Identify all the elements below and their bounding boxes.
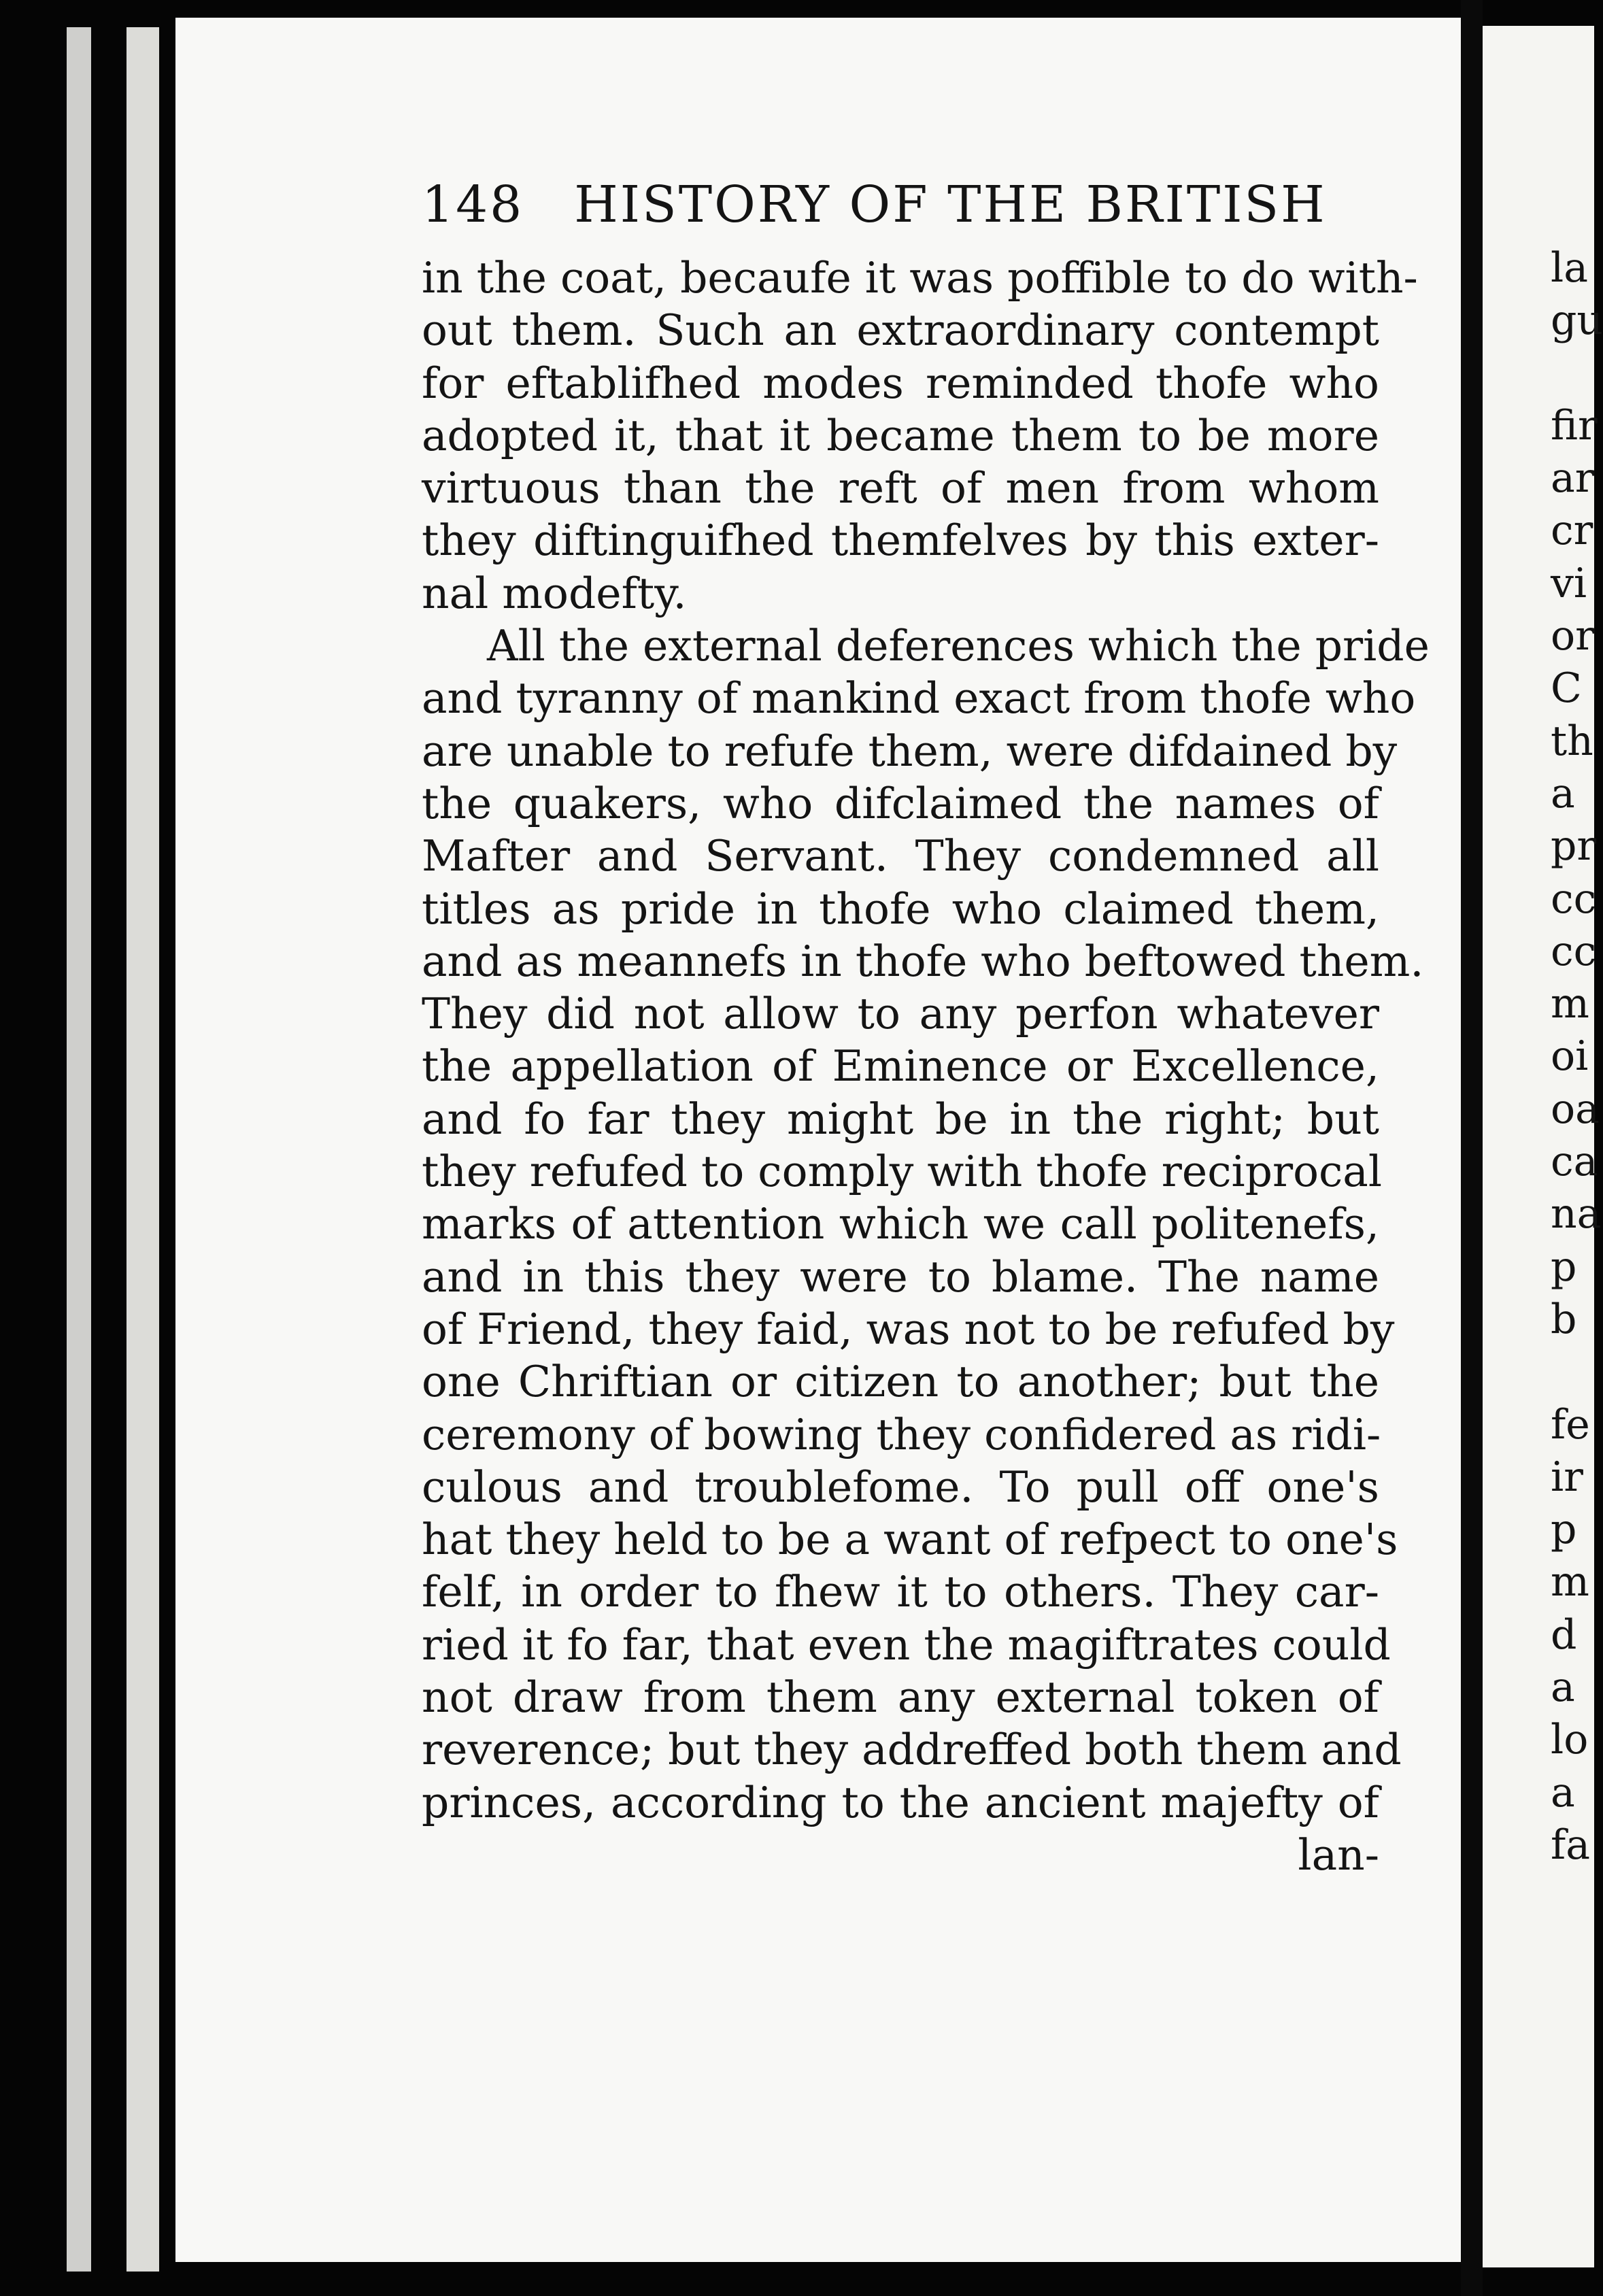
facing-line-fragment: cc xyxy=(1551,875,1597,923)
facing-line-fragment: oi xyxy=(1551,1032,1589,1081)
text-line: Mafter and Servant. They condemned all xyxy=(422,831,1379,881)
facing-line-fragment: a xyxy=(1551,1664,1575,1712)
facing-line-fragment: oa xyxy=(1551,1085,1600,1133)
text-line: out them. Such an extraordinary contempt xyxy=(422,305,1379,356)
text-line: ried it fo far, that even the magiftrates could xyxy=(422,1619,1391,1670)
facing-line-fragment: fe xyxy=(1551,1400,1590,1449)
facing-line-fragment: cr xyxy=(1551,507,1593,555)
text-line: marks of attention which we call politenefs, xyxy=(422,1199,1379,1249)
text-line: reverence; but they addreffed both them and xyxy=(422,1725,1402,1775)
catchword: lan- xyxy=(1298,1829,1379,1880)
text-line: are unable to refufe them, were difdained by xyxy=(422,726,1398,776)
text-line: All the external deferences which the pride xyxy=(487,621,1430,671)
facing-line-fragment xyxy=(1551,348,1594,400)
facing-line-fragment: la xyxy=(1551,244,1588,292)
text-line: they refufed to comply with thofe reciprocal xyxy=(422,1147,1382,1197)
facing-line-fragment: ir xyxy=(1551,1453,1583,1501)
facing-line-fragment: p xyxy=(1551,1243,1577,1291)
spine-gutter xyxy=(1461,0,1483,2296)
facing-line-fragment: vi xyxy=(1551,559,1587,607)
running-head xyxy=(422,175,1379,252)
facing-line-fragment: a xyxy=(1551,769,1575,817)
body-paragraphs xyxy=(422,252,1430,1829)
facing-line-fragment: ar xyxy=(1551,454,1595,503)
facing-line-fragment: C xyxy=(1551,664,1582,713)
text-line: they diftinguifhed themfelves by this exter- xyxy=(422,516,1379,566)
facing-line-fragment: pr xyxy=(1551,822,1597,871)
facing-line-fragment: lo xyxy=(1551,1716,1589,1764)
text-line: virtuous than the reft of men from whom xyxy=(422,463,1379,513)
book-edge-inner xyxy=(126,27,159,2272)
facing-line-fragment: p xyxy=(1551,1506,1577,1554)
facing-line-fragment: or xyxy=(1551,612,1595,660)
text-line: and fo far they might be in the right; but xyxy=(422,1094,1379,1144)
facing-line-fragment xyxy=(1551,1346,1594,1398)
running-title: HISTORY OF THE BRITISH xyxy=(574,175,1327,234)
facing-page-text-fragments xyxy=(1551,242,1603,1872)
facing-line-fragment: m xyxy=(1551,1558,1589,1606)
facing-line-fragment: ca xyxy=(1551,1138,1598,1186)
text-line: and in this they were to blame. The name xyxy=(422,1251,1379,1302)
facing-line-fragment: th xyxy=(1551,717,1593,765)
text-line: and tyranny of mankind exact from thofe who xyxy=(422,673,1416,724)
text-line: adopted it, that it became them to be more xyxy=(422,410,1379,460)
page-text xyxy=(422,175,1430,1881)
text-line: nal modefty. xyxy=(422,568,687,618)
facing-line-fragment: gu xyxy=(1551,297,1603,345)
text-line: ceremony of bowing they confidered as ridi- xyxy=(422,1409,1381,1459)
facing-line-fragment: fa xyxy=(1551,1821,1590,1869)
text-line: titles as pride in thofe who claimed them, xyxy=(422,883,1379,934)
facing-line-fragment: m xyxy=(1551,980,1589,1028)
facing-line-fragment: d xyxy=(1551,1610,1577,1659)
text-line: one Chriftian or citizen to another; but the xyxy=(422,1357,1379,1407)
facing-line-fragment: cc xyxy=(1551,927,1597,975)
text-line: in the coat, becaufe it was poffible to do with- xyxy=(422,253,1418,303)
text-line: not draw from them any external token of xyxy=(422,1672,1379,1723)
text-line: for eftablifhed modes reminded thofe who xyxy=(422,358,1379,408)
facing-line-fragment: na xyxy=(1551,1190,1602,1238)
text-line: princes, according to the ancient majefty of xyxy=(422,1777,1379,1827)
facing-line-fragment: b xyxy=(1551,1295,1577,1343)
page-number: 148 xyxy=(422,175,524,234)
text-line: the appellation of Eminence or Excellence, xyxy=(422,1041,1379,1092)
text-line: culous and troublefome. To pull off one's xyxy=(422,1462,1379,1512)
book-edge-left xyxy=(67,27,91,2272)
facing-line-fragment: a xyxy=(1551,1768,1575,1817)
text-line: felf, in order to fhew it to others. They car- xyxy=(422,1567,1379,1617)
facing-line-fragment: fir xyxy=(1551,401,1598,450)
text-line: of Friend, they faid, was not to be refufed by xyxy=(422,1304,1395,1354)
text-line: the quakers, who difclaimed the names of xyxy=(422,778,1379,828)
text-line: They did not allow to any perfon whatever xyxy=(422,989,1379,1039)
text-line: and as meannefs in thofe who beftowed them. xyxy=(422,936,1424,986)
text-line: hat they held to be a want of refpect to one's xyxy=(422,1515,1398,1565)
